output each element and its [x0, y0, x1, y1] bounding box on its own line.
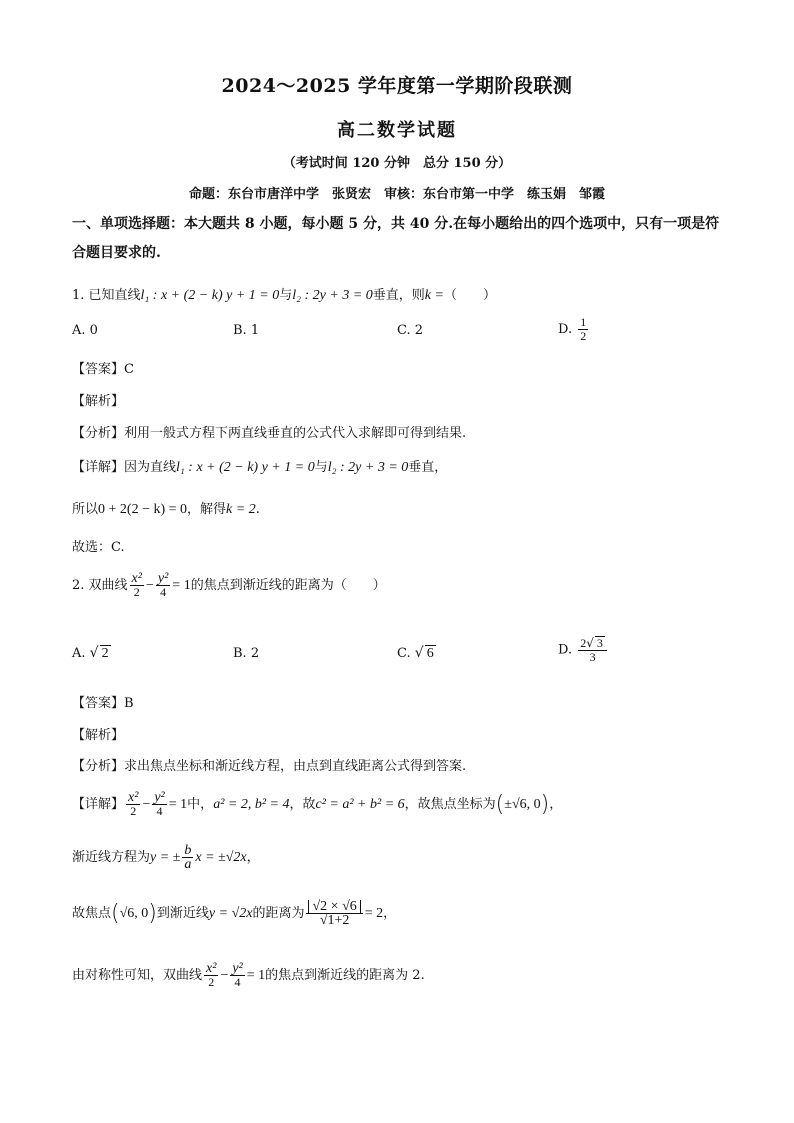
- q2-sym-suffix: 的焦点到渐近线的距离为 2.: [265, 968, 425, 983]
- q2-stem-frac-y: [156, 572, 170, 599]
- q2-stem-suffix: 的焦点到渐近线的距离为（ ）: [190, 578, 386, 593]
- q1-option-d-denominator: 2: [580, 329, 587, 343]
- q2-det-mid2: ，故: [289, 797, 316, 812]
- q1-step2-equation: 0 + 2(2 − k) = 0: [98, 502, 188, 517]
- q2-asym-lhs: y = ±: [150, 850, 181, 865]
- q1-option-b: B. 1: [233, 323, 260, 338]
- q2-option-d-numerator: 2√ 3: [578, 636, 607, 651]
- q2-xiangjie-tag: 【详解】: [72, 797, 125, 812]
- exam-authors: 命题：东台市唐洋中学 张贤宏 审核：东台市第一中学 练玉娟 邹霞: [188, 187, 605, 202]
- q2-analysis-tag: 【解析】: [72, 728, 125, 743]
- q2-dist-den: √1+2: [319, 913, 350, 928]
- q2-answer-tag: 【答案】: [72, 696, 125, 711]
- q2-stem: 2. 双曲线 $\frac{\text{x²}}{2}$ − $\frac{\text{y²}}{4}$ = 1的焦点到渐近线的距离为（ ）: [72, 571, 386, 599]
- q2-stem-den-a: 2: [133, 585, 140, 599]
- q1-xiangjie-mid: 与: [314, 460, 328, 475]
- q2-fenxi-tag: 【分析】: [72, 759, 125, 774]
- q2-det-ab: a² = 2, b² = 4: [213, 797, 290, 812]
- q1-fenxi: [72, 422, 466, 441]
- q2-dist-prefix: 故焦点: [72, 906, 112, 921]
- q2-option-c: C. √ 6: [397, 645, 434, 661]
- q1-stem: [72, 284, 496, 304]
- q2-asym-rhs: x = ±√2x: [195, 850, 247, 865]
- q2-det-mid3: ，故焦点坐标为: [404, 797, 496, 812]
- q1-step2-mid: ，解得: [187, 502, 227, 517]
- q2-det-den-b: 4: [156, 804, 163, 818]
- q1-fenxi-text: 利用一般式方程下两直线垂直的公式代入求解即可得到结果.: [124, 426, 467, 441]
- q1-fenxi-tag: 【分析】: [72, 426, 125, 441]
- q2-sym-y2: y²: [232, 961, 243, 976]
- q2-sym-den-a: 2: [208, 975, 215, 989]
- q1-xiangjie: [72, 456, 447, 476]
- q2-stem-den-b: 4: [160, 585, 167, 599]
- q2-dist-mid2: 的距离为: [252, 906, 305, 921]
- q2-sym-den-b: 4: [234, 975, 241, 989]
- q2-stem-eq1: = 1: [172, 578, 191, 593]
- q1-option-d-fraction: [578, 316, 588, 343]
- q2-det-x2: x²: [128, 790, 139, 805]
- exam-subtitle: 高二数学试题: [337, 120, 457, 141]
- q1-xiangjie-l2: l₂ : 2y + 3 = 0: [327, 460, 409, 475]
- q2-sym-prefix: 由对称性可知，双曲线: [72, 968, 203, 983]
- q1-step2-end: .: [255, 502, 260, 517]
- q1-conclusion: 故选：C.: [72, 540, 125, 555]
- q1-l1-equation: l₁ : x + (2 − k) y + 1 = 0: [140, 288, 280, 303]
- q2-det-focus: ±√6, 0: [504, 797, 541, 812]
- q1-option-d-label: D.: [558, 322, 573, 337]
- q2-sym-x2: x²: [206, 961, 217, 976]
- q2-asym-b: b: [184, 843, 192, 858]
- q2-sym-eq1: = 1: [246, 968, 266, 983]
- q2-answer: [72, 692, 134, 711]
- q1-xiangjie-tag: 【详解】: [72, 460, 125, 475]
- q1-blank: （ ）: [443, 288, 496, 303]
- q1-l2-equation: l₂ : 2y + 3 = 0: [292, 288, 373, 303]
- exam-title: 2024～2025 学年度第一学期阶段联测: [221, 75, 573, 97]
- q2-option-a-radicand: 2: [101, 646, 109, 661]
- q1-step2-result: k = 2: [226, 502, 256, 517]
- q2-det-den-a: 2: [130, 804, 137, 818]
- q2-det-c: c² = a² + b² = 6: [315, 797, 405, 812]
- q1-option-a: A. 0: [72, 323, 98, 338]
- q2-dist-line: y = √2x: [208, 906, 253, 921]
- q1-stem-suffix: 垂直，则: [372, 288, 425, 303]
- q2-asymptote: [72, 844, 260, 871]
- q1-analysis-tag: 【解析】: [72, 394, 125, 409]
- q2-asym-a: a: [184, 857, 192, 872]
- q2-option-a: A. √ 2: [72, 645, 109, 661]
- q2-option-d-coef: 2: [580, 636, 587, 650]
- q2-asym-frac: [182, 844, 193, 871]
- q2-answer-value: B: [124, 696, 134, 711]
- q1-option-d: [558, 316, 590, 343]
- q1-stem-mid: 与: [279, 288, 293, 303]
- q2-det-end: ，: [549, 797, 563, 812]
- q2-option-c-radicand: 6: [426, 646, 434, 661]
- q2-det-eq1: = 1: [168, 797, 188, 812]
- q2-fenxi-text: 求出焦点坐标和渐近线方程，由点到直线距离公式得到答案.: [124, 759, 467, 774]
- q2-option-d-fraction: [578, 636, 607, 664]
- q1-stem-prefix: 1. 已知直线: [72, 288, 141, 303]
- q1-xiangjie-suffix: 垂直，: [408, 460, 448, 475]
- q2-dist-point: √6, 0: [119, 906, 149, 921]
- q2-option-d-denominator: 3: [589, 650, 596, 664]
- q1-xiangjie-l1: l₁ : x + (2 − k) y + 1 = 0: [176, 460, 315, 475]
- q2-dist-mid: 到渐近线: [156, 906, 209, 921]
- q2-dist-res: = 2: [364, 906, 384, 921]
- q1-option-c: C. 2: [397, 323, 424, 338]
- q2-option-d-radicand: 3: [596, 636, 603, 650]
- q2-dist-numerator: [306, 900, 362, 914]
- q2-symmetry: 由对称性可知，双曲线 $\frac{\text{x²}}{2}$ − $\frac{\text{y²}}{4}$ = 1的焦点到渐近线的距离为 2.: [72, 961, 425, 989]
- q2-distance: 故焦点(√6, 0)到渐近线y = √2x的距离为 $\frac{√2 \times √6}{√1+2}$ = 2，: [72, 899, 397, 928]
- q2-dist-frac: [306, 900, 362, 927]
- q2-option-c-label: C.: [397, 646, 411, 661]
- q1-answer-tag: 【答案】: [72, 362, 125, 377]
- q2-stem-x2: x²: [131, 571, 142, 586]
- q1-answer: [72, 358, 134, 377]
- q2-option-b: B. 2: [233, 646, 260, 661]
- q2-option-d-label: D.: [558, 642, 573, 658]
- q2-option-a-label: A.: [72, 646, 86, 661]
- q2-asym-end: ，: [246, 850, 260, 865]
- q2-option-d: [558, 636, 609, 664]
- q2-sym-frac-y: [230, 962, 244, 989]
- q2-det-frac-x: [126, 791, 140, 818]
- q1-option-d-numerator: 1: [580, 315, 587, 329]
- q2-dist-num: √2 × √6: [308, 900, 360, 913]
- q2-dist-end: ，: [383, 906, 397, 921]
- q2-sym-frac-x: [204, 962, 218, 989]
- q1-xiangjie-prefix: 因为直线: [124, 460, 177, 475]
- exam-meta: （考试时间 120 分钟 总分 150 分）: [282, 156, 512, 171]
- q1-step2-prefix: 所以: [72, 502, 99, 517]
- q1-k-equation: k =: [424, 288, 444, 303]
- q2-stem-prefix: 2. 双曲线: [72, 578, 128, 593]
- q2-det-y2: y²: [154, 790, 165, 805]
- q2-det-frac-y: [152, 791, 166, 818]
- q1-step2: [72, 498, 260, 518]
- section-heading: 一、单项选择题：本大题共 8 小题，每小题 5 分，共 40 分.在每小题给出的四个选项中，只有一项是符合题目要求的.: [72, 216, 720, 261]
- q2-det-mid1: 中，: [187, 797, 214, 812]
- q2-stem-frac-x: [130, 572, 144, 599]
- q2-fenxi: [72, 755, 466, 774]
- q2-xiangjie: 【详解】 $\frac{\text{x²}}{2}$ − $\frac{\text{y²}}{4}$ = 1中，a² = 2, b² = 4，故c² = a² + b² = 6，故焦点坐标为(±√6, 0)，: [72, 790, 563, 818]
- q2-asym-prefix: 渐近线方程为: [72, 850, 151, 865]
- q1-answer-value: C: [124, 362, 134, 377]
- q2-stem-y2: y²: [157, 571, 169, 586]
